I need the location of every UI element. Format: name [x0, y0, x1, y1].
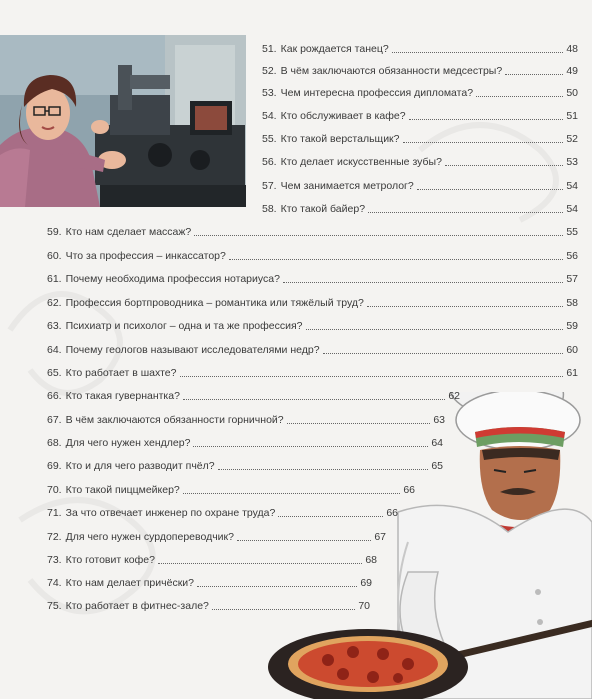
toc-entry-page: 56	[566, 250, 578, 262]
toc-entry-number: 69.	[47, 460, 62, 472]
toc-entry-number: 61.	[47, 273, 62, 285]
toc-entry-number: 54.	[262, 110, 277, 122]
toc-entry-title: Чем занимается метролог?	[280, 180, 414, 192]
toc-leader-dots	[197, 586, 357, 587]
toc-entry-number: 68.	[47, 437, 62, 449]
toc-entry-page: 49	[566, 65, 578, 77]
toc-entry-page: 57	[566, 273, 578, 285]
toc-entry-page: 63	[433, 414, 445, 426]
toc-entry-number: 73.	[47, 554, 62, 566]
toc-entry[interactable]	[47, 460, 443, 472]
toc-entry-page: 66	[403, 484, 415, 496]
toc-entry-title: Почему геологов называют исследователями недр?	[65, 344, 320, 356]
toc-leader-dots	[287, 423, 430, 424]
toc-entry[interactable]	[262, 110, 578, 122]
toc-leader-dots	[368, 212, 563, 213]
toc-entry-page: 61	[566, 367, 578, 379]
toc-entry-page: 51	[566, 110, 578, 122]
toc-entry[interactable]	[262, 180, 578, 192]
toc-entry-page: 48	[566, 43, 578, 55]
toc-entry-number: 62.	[47, 297, 62, 309]
toc-entry-page: 58	[566, 297, 578, 309]
toc-entry-title: Для чего нужен хендлер?	[65, 437, 191, 449]
toc-entry-number: 58.	[262, 203, 277, 215]
toc-entry-number: 64.	[47, 344, 62, 356]
toc-entry-number: 75.	[47, 600, 62, 612]
toc-entry-title: Как рождается танец?	[280, 43, 389, 55]
toc-entry[interactable]	[262, 133, 578, 145]
toc-entry-title: Кто такой пиццмейкер?	[65, 484, 180, 496]
toc-entry-page: 54	[566, 203, 578, 215]
toc-leader-dots	[158, 563, 362, 564]
toc-leader-dots	[323, 353, 563, 354]
toc-leader-dots	[183, 399, 445, 400]
toc-leader-dots	[180, 376, 564, 377]
toc-leader-dots	[505, 74, 563, 75]
toc-entry-page: 65	[431, 460, 443, 472]
toc-entry-page: 53	[566, 156, 578, 168]
toc-leader-dots	[212, 609, 355, 610]
toc-entry-number: 67.	[47, 414, 62, 426]
toc-entry-title: Кто и для чего разводит пчёл?	[65, 460, 215, 472]
metrologist-illustration	[0, 35, 246, 207]
toc-leader-dots	[237, 540, 371, 541]
toc-entry[interactable]	[262, 65, 578, 77]
toc-entry[interactable]	[47, 226, 578, 238]
toc-leader-dots	[306, 329, 563, 330]
toc-leader-dots	[445, 165, 563, 166]
toc-leader-dots	[183, 493, 400, 494]
toc-leader-dots	[218, 469, 428, 470]
toc-entry-page: 64	[431, 437, 443, 449]
toc-leader-dots	[283, 282, 563, 283]
toc-entry[interactable]	[262, 87, 578, 99]
toc-entry-number: 52.	[262, 65, 277, 77]
toc-entry-number: 63.	[47, 320, 62, 332]
toc-entry-number: 51.	[262, 43, 277, 55]
toc-entry-title: Почему необходима профессия нотариуса?	[65, 273, 280, 285]
toc-entry[interactable]	[47, 273, 578, 285]
toc-entry-number: 74.	[47, 577, 62, 589]
toc-leader-dots	[476, 96, 563, 97]
toc-entry-title: Кто обслуживает в кафе?	[280, 110, 406, 122]
toc-entry-number: 53.	[262, 87, 277, 99]
toc-entry-number: 55.	[262, 133, 277, 145]
toc-entry-title: Кто готовит кофе?	[65, 554, 155, 566]
toc-leader-dots	[403, 142, 564, 143]
toc-entry-title: В чём заключаются обязанности горничной?	[65, 414, 284, 426]
toc-entry-number: 60.	[47, 250, 62, 262]
toc-entry-number: 72.	[47, 531, 62, 543]
toc-leader-dots	[193, 446, 428, 447]
toc-entry[interactable]	[47, 344, 578, 356]
toc-entry[interactable]	[47, 577, 372, 589]
toc-entry-page: 70	[358, 600, 370, 612]
toc-entry[interactable]	[47, 554, 377, 566]
toc-entry[interactable]	[47, 600, 370, 612]
toc-entry-title: Чем интересна профессия дипломата?	[280, 87, 474, 99]
toc-entry[interactable]	[262, 43, 578, 55]
toc-entry-page: 67	[374, 531, 386, 543]
toc-entry[interactable]	[47, 367, 578, 379]
toc-entry-title: Кто такая гувернантка?	[65, 390, 180, 402]
toc-entry[interactable]	[262, 156, 578, 168]
toc-entry-number: 71.	[47, 507, 62, 519]
toc-entry-title: Психиатр и психолог – одна и та же профессия?	[65, 320, 303, 332]
toc-entry-title: Для чего нужен сурдопереводчик?	[65, 531, 234, 543]
toc-entry-title: Кто работает в шахте?	[65, 367, 177, 379]
toc-entry[interactable]	[47, 484, 415, 496]
toc-entry-page: 59	[566, 320, 578, 332]
toc-entry-page: 62	[448, 390, 460, 402]
toc-entry-page: 52	[566, 133, 578, 145]
toc-entry-page: 60	[566, 344, 578, 356]
toc-entry-title: За что отвечает инженер по охране труда?	[65, 507, 276, 519]
toc-entry-number: 59.	[47, 226, 62, 238]
toc-leader-dots	[229, 259, 563, 260]
toc-entry-title: Кто такой верстальщик?	[280, 133, 400, 145]
toc-entry[interactable]	[47, 437, 443, 449]
toc-entry-title: Кто такой байер?	[280, 203, 366, 215]
toc-entry[interactable]	[47, 390, 460, 402]
toc-entry[interactable]	[47, 297, 578, 309]
toc-entry[interactable]	[262, 203, 578, 215]
toc-entry-page: 54	[566, 180, 578, 192]
toc-entry-number: 57.	[262, 180, 277, 192]
toc-entry[interactable]	[47, 507, 398, 519]
toc-leader-dots	[367, 306, 563, 307]
toc-leader-dots	[278, 516, 383, 517]
toc-entry[interactable]	[47, 250, 578, 262]
toc-entry-title: Профессия бортпроводника – романтика или тяжёлый труд?	[65, 297, 364, 309]
toc-entry-title: Что за профессия – инкассатор?	[65, 250, 226, 262]
toc-leader-dots	[194, 235, 563, 236]
toc-entry[interactable]	[47, 414, 445, 426]
toc-entry-number: 70.	[47, 484, 62, 496]
toc-entry-number: 56.	[262, 156, 277, 168]
toc-entry-title: Кто нам делает причёски?	[65, 577, 194, 589]
toc-entry-page: 66	[386, 507, 398, 519]
toc-leader-dots	[417, 189, 563, 190]
toc-entry-title: Кто делает искусственные зубы?	[280, 156, 442, 168]
toc-entry-number: 65.	[47, 367, 62, 379]
toc-leader-dots	[409, 119, 563, 120]
toc-entry-number: 66.	[47, 390, 62, 402]
toc-leader-dots	[392, 52, 563, 53]
toc-entry-title: Кто нам сделает массаж?	[65, 226, 192, 238]
toc-entry-page: 68	[365, 554, 377, 566]
toc-entry-page: 55	[566, 226, 578, 238]
toc-entry-title: Кто работает в фитнес-зале?	[65, 600, 209, 612]
toc-entry[interactable]	[47, 320, 578, 332]
toc-entry-page: 69	[360, 577, 372, 589]
toc-entry-page: 50	[566, 87, 578, 99]
toc-entry-title: В чём заключаются обязанности медсестры?	[280, 65, 503, 77]
toc-entry[interactable]	[47, 531, 386, 543]
